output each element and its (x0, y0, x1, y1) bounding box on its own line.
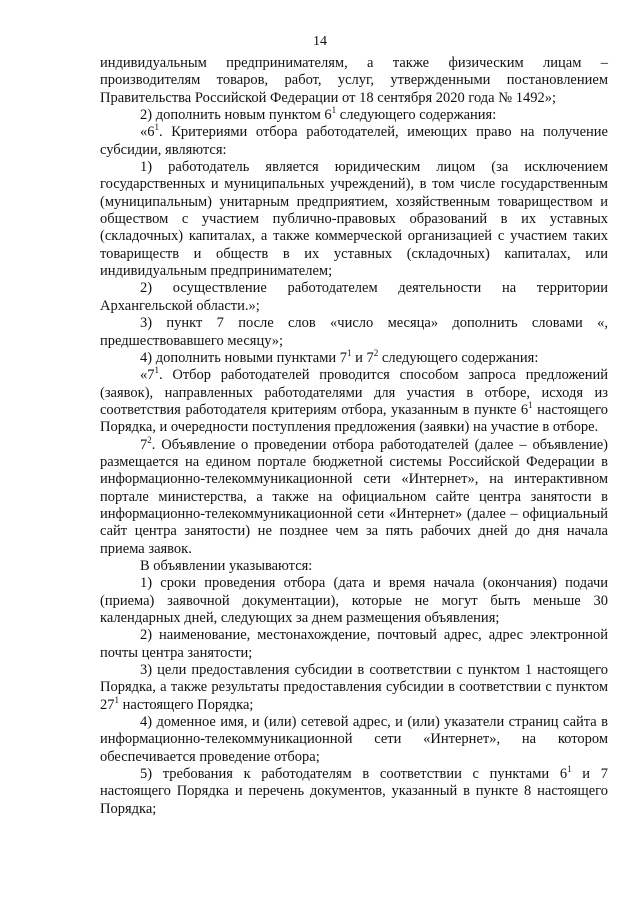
paragraph (100, 124, 608, 159)
superscript-index: 1 (154, 365, 159, 376)
paragraph (100, 55, 608, 107)
paragraph-text: 7 (140, 436, 148, 453)
paragraph-text: 5) требования к работодателям в соответствии с пунктами 6 (140, 766, 568, 783)
paragraph (100, 159, 608, 280)
superscript-index: 1 (114, 694, 119, 705)
paragraph (100, 280, 608, 315)
paragraph (100, 315, 608, 350)
paragraph-text: и 7 настоящего Порядка и перечень документов, указанный в пункте 8 настоящего Порядка; (100, 766, 608, 817)
paragraph (100, 107, 608, 124)
paragraph-text: 3) цели предоставления субсидии в соответствии с пунктом 1 настоящего Порядка, а также результаты предоставления субсидии в соответствии с пунктом 27 (100, 662, 608, 713)
paragraph-text: 4) дополнить новыми пунктами 7 (140, 349, 348, 366)
paragraph-text: 2) дополнить новым пунктом 6 (140, 107, 332, 124)
paragraph-text: . Отбор работодателей проводится способом запроса предложений (заявок), направленных работодателями для участия в отборе, исходя из соответствия работодателя критериям отбора, указанным в пункте 6 (100, 367, 608, 418)
paragraph-text: и 7 (351, 349, 374, 366)
document-body (100, 55, 608, 818)
paragraph (100, 627, 608, 662)
paragraph-text: настоящего Порядка; (119, 696, 254, 713)
superscript-index: 2 (147, 434, 152, 445)
paragraph (100, 575, 608, 627)
superscript-index: 1 (331, 105, 337, 116)
superscript-index: 1 (567, 764, 572, 775)
paragraph (100, 714, 608, 766)
page-number: 14 (313, 34, 327, 49)
paragraph-text: «7 (140, 367, 155, 384)
paragraph (100, 367, 608, 436)
paragraph (100, 350, 608, 367)
paragraph (100, 662, 608, 714)
paragraph-text: . Объявление о проведении отбора работодателей (далее – объявление) размещается на едином портале бюджетной системы Российской Федерации в информационно-телекоммуникационной сети «Интернет», на интерактивном портале министерства, а также на официальном сайте центра занятости в информационно-телекоммуникационной сети «Интернет» (далее – официальный сайт центра занятости) не позднее чем за пять рабочих дней до дня начала приема заявок. (100, 436, 608, 557)
paragraph-text: 2) наименование, местонахождение, почтовый адрес, адрес электронной почты центра занятости; (100, 627, 608, 661)
superscript-index: 1 (347, 348, 352, 359)
paragraph (100, 434, 608, 558)
paragraph-text: следующего содержания: (336, 107, 497, 124)
superscript-index: 1 (528, 400, 533, 411)
paragraph (100, 766, 608, 818)
paragraph-text: «6 (140, 124, 155, 141)
paragraph (100, 558, 608, 575)
superscript-index: 1 (154, 122, 159, 133)
paragraph-text: индивидуальным предпринимателям, а также физическим лицам – производителям товаров, работ, услуг, утвержденными постановлением Правительства Российской Федерации от 18 сентября 2020 года № 1492»; (100, 55, 608, 106)
paragraph-text: 1) сроки проведения отбора (дата и время начала (окончания) подачи (приема) заявочной документации), которые не могут быть меньше 30 календарных дней, следующих за днем размещения объявления; (100, 575, 608, 626)
paragraph-text: настоящего Порядка, и очередности поступления предложения (заявки) на участие в отборе. (100, 401, 608, 436)
paragraph-text: 4) доменное имя, и (или) сетевой адрес, и (или) указатели страниц сайта в информационно-телекоммуникационной сети «Интернет», на котором обеспечивается проведение отбора; (100, 714, 608, 765)
superscript-index: 2 (373, 348, 379, 359)
paragraph-text: . Критериями отбора работодателей, имеющих право на получение субсидии, являются: (100, 124, 608, 158)
paragraph-text: В объявлении указываются: (140, 557, 313, 574)
paragraph-text: следующего содержания: (378, 349, 539, 366)
paragraph-text: 1) работодатель является юридическим лицом (за исключением государственных и муниципальных учреждений), в том числе государственным (муниципальным) унитарным предприятием, хозяйственным товариществом и обществом с участием публично-правовых образований в их уставных (складочных) капиталах, а также коммерческой организацией с участием таких товариществ и обществ в их уставных (складочных) капиталах, или индивидуальным предпринимателем; (100, 159, 608, 280)
paragraph-text: 2) осуществление работодателем деятельности на территории Архангельской области.»; (100, 280, 608, 314)
paragraph-text: 3) пункт 7 после слов «число месяца» дополнить словами «, предшествовавшего месяцу»; (100, 315, 608, 349)
